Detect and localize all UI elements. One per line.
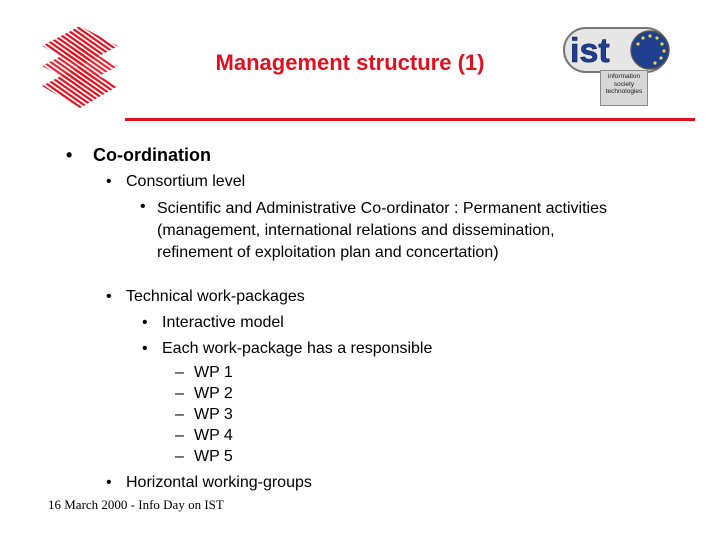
- bullet-marker: •: [106, 173, 112, 190]
- bullet-marker: •: [66, 145, 73, 165]
- title-divider: [125, 118, 695, 121]
- dash-marker: –: [175, 385, 184, 402]
- work-package-item: WP 1: [194, 364, 233, 381]
- dash-marker: –: [175, 427, 184, 444]
- bullet-marker: •: [106, 474, 112, 491]
- dash-marker: –: [175, 364, 184, 381]
- slide-title: Management structure (1): [215, 50, 485, 75]
- bullet-coordinator: Scientific and Administrative Co-ordinator : Permanent activities (management, international relations and dissemination, refinement of exploitation plan and concertation): [157, 200, 607, 261]
- work-package-item: WP 5: [194, 448, 233, 465]
- ist-caption-line: information: [607, 73, 641, 80]
- bullet-horizontal-working-groups: Horizontal working-groups: [126, 474, 312, 491]
- bullet-marker: •: [142, 314, 148, 331]
- bullet-marker: •: [106, 288, 112, 305]
- bullet-marker: •: [142, 340, 148, 357]
- ist-caption-line: technologies: [605, 88, 643, 95]
- red-cube-logo-icon: [40, 24, 122, 110]
- work-package-item: WP 3: [194, 406, 233, 423]
- ist-caption-line: society: [613, 80, 635, 88]
- bullet-marker: •: [140, 198, 146, 215]
- bullet-interactive-model: Interactive model: [162, 314, 284, 331]
- dash-marker: –: [175, 448, 184, 465]
- work-package-item: WP 4: [194, 427, 233, 444]
- bullet-consortium-level: Consortium level: [126, 173, 246, 190]
- bullet-coordination: Co-ordination: [93, 145, 211, 165]
- bullet-responsible: Each work-package has a responsible: [162, 340, 433, 357]
- slide-footer: 16 March 2000 - Info Day on IST: [48, 497, 224, 512]
- bullet-technical-work-packages: Technical work-packages: [126, 288, 305, 305]
- ist-caption-box: [600, 70, 648, 106]
- dash-marker: –: [175, 406, 184, 423]
- ist-wordmark: ist: [570, 32, 610, 70]
- work-package-item: WP 2: [194, 385, 233, 402]
